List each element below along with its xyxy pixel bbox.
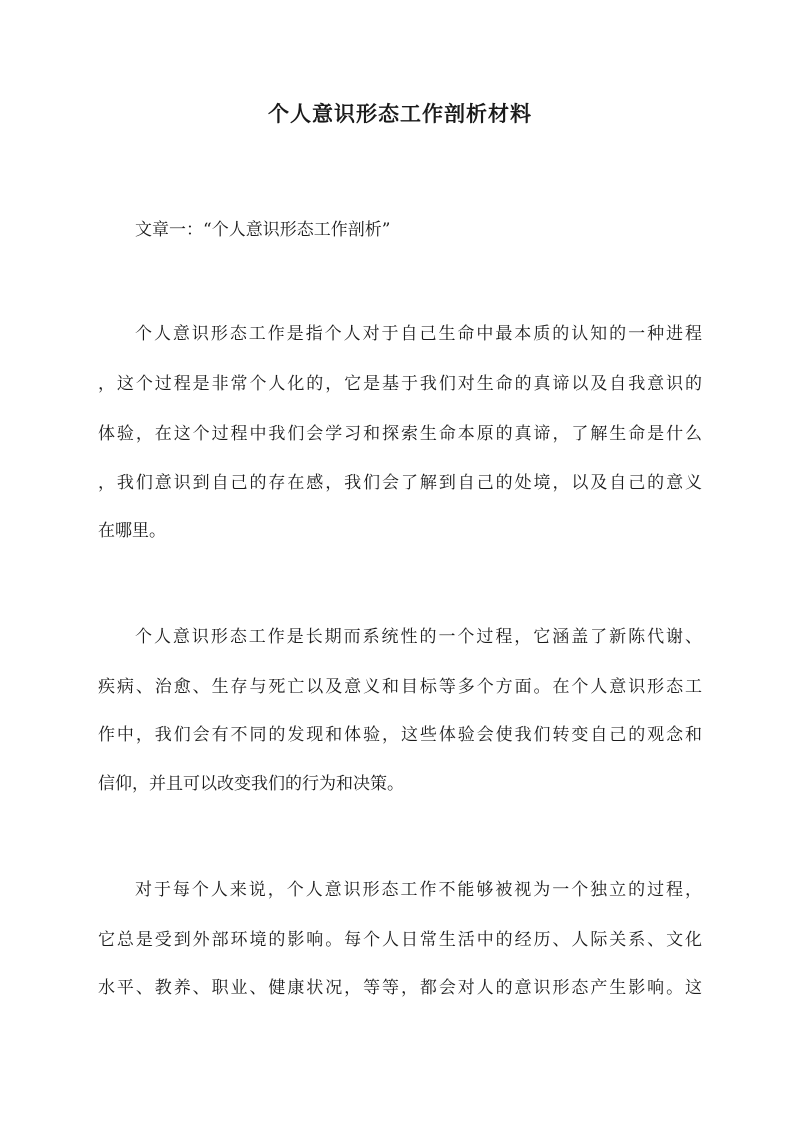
paragraph-line: ，我们意识到自己的存在感，我们会了解到自己的处境，以及自己的意义 xyxy=(98,473,702,493)
document-title: 个人意识形态工作剖析材料 xyxy=(268,101,532,126)
paragraph-line: 个人意识形态工作是长期而系统性的一个过程，它涵盖了新陈代谢、 xyxy=(135,627,702,647)
paragraph-line: ，这个过程是非常个人化的，它是基于我们对生命的真谛以及自我意识的 xyxy=(98,374,702,394)
paragraph-line: 水平、教养、职业、健康状况，等等，都会对人的意识形态产生影响。这 xyxy=(98,978,702,998)
paragraph-line: 体验，在这个过程中我们会学习和探索生命本原的真谛，了解生命是什么 xyxy=(98,424,702,444)
paragraph-line: 对于每个人来说，个人意识形态工作不能够被视为一个独立的过程， xyxy=(135,880,702,900)
paragraph-line: 个人意识形态工作是指个人对于自己生命中最本质的认知的一种进程 xyxy=(135,324,702,344)
document-subtitle: 文章一：“个人意识形态工作剖析” xyxy=(135,220,391,240)
paragraph-line: 作中，我们会有不同的发现和体验，这些体验会使我们转变自己的观念和 xyxy=(98,725,702,745)
paragraph-line: 信仰，并且可以改变我们的行为和决策。 xyxy=(98,774,404,794)
paragraph-line: 在哪里。 xyxy=(98,521,166,541)
paragraph-line: 它总是受到外部环境的影响。每个人日常生活中的经历、人际关系、文化 xyxy=(98,930,702,950)
paragraph-line: 疾病、治愈、生存与死亡以及意义和目标等多个方面。在个人意识形态工 xyxy=(98,677,702,697)
